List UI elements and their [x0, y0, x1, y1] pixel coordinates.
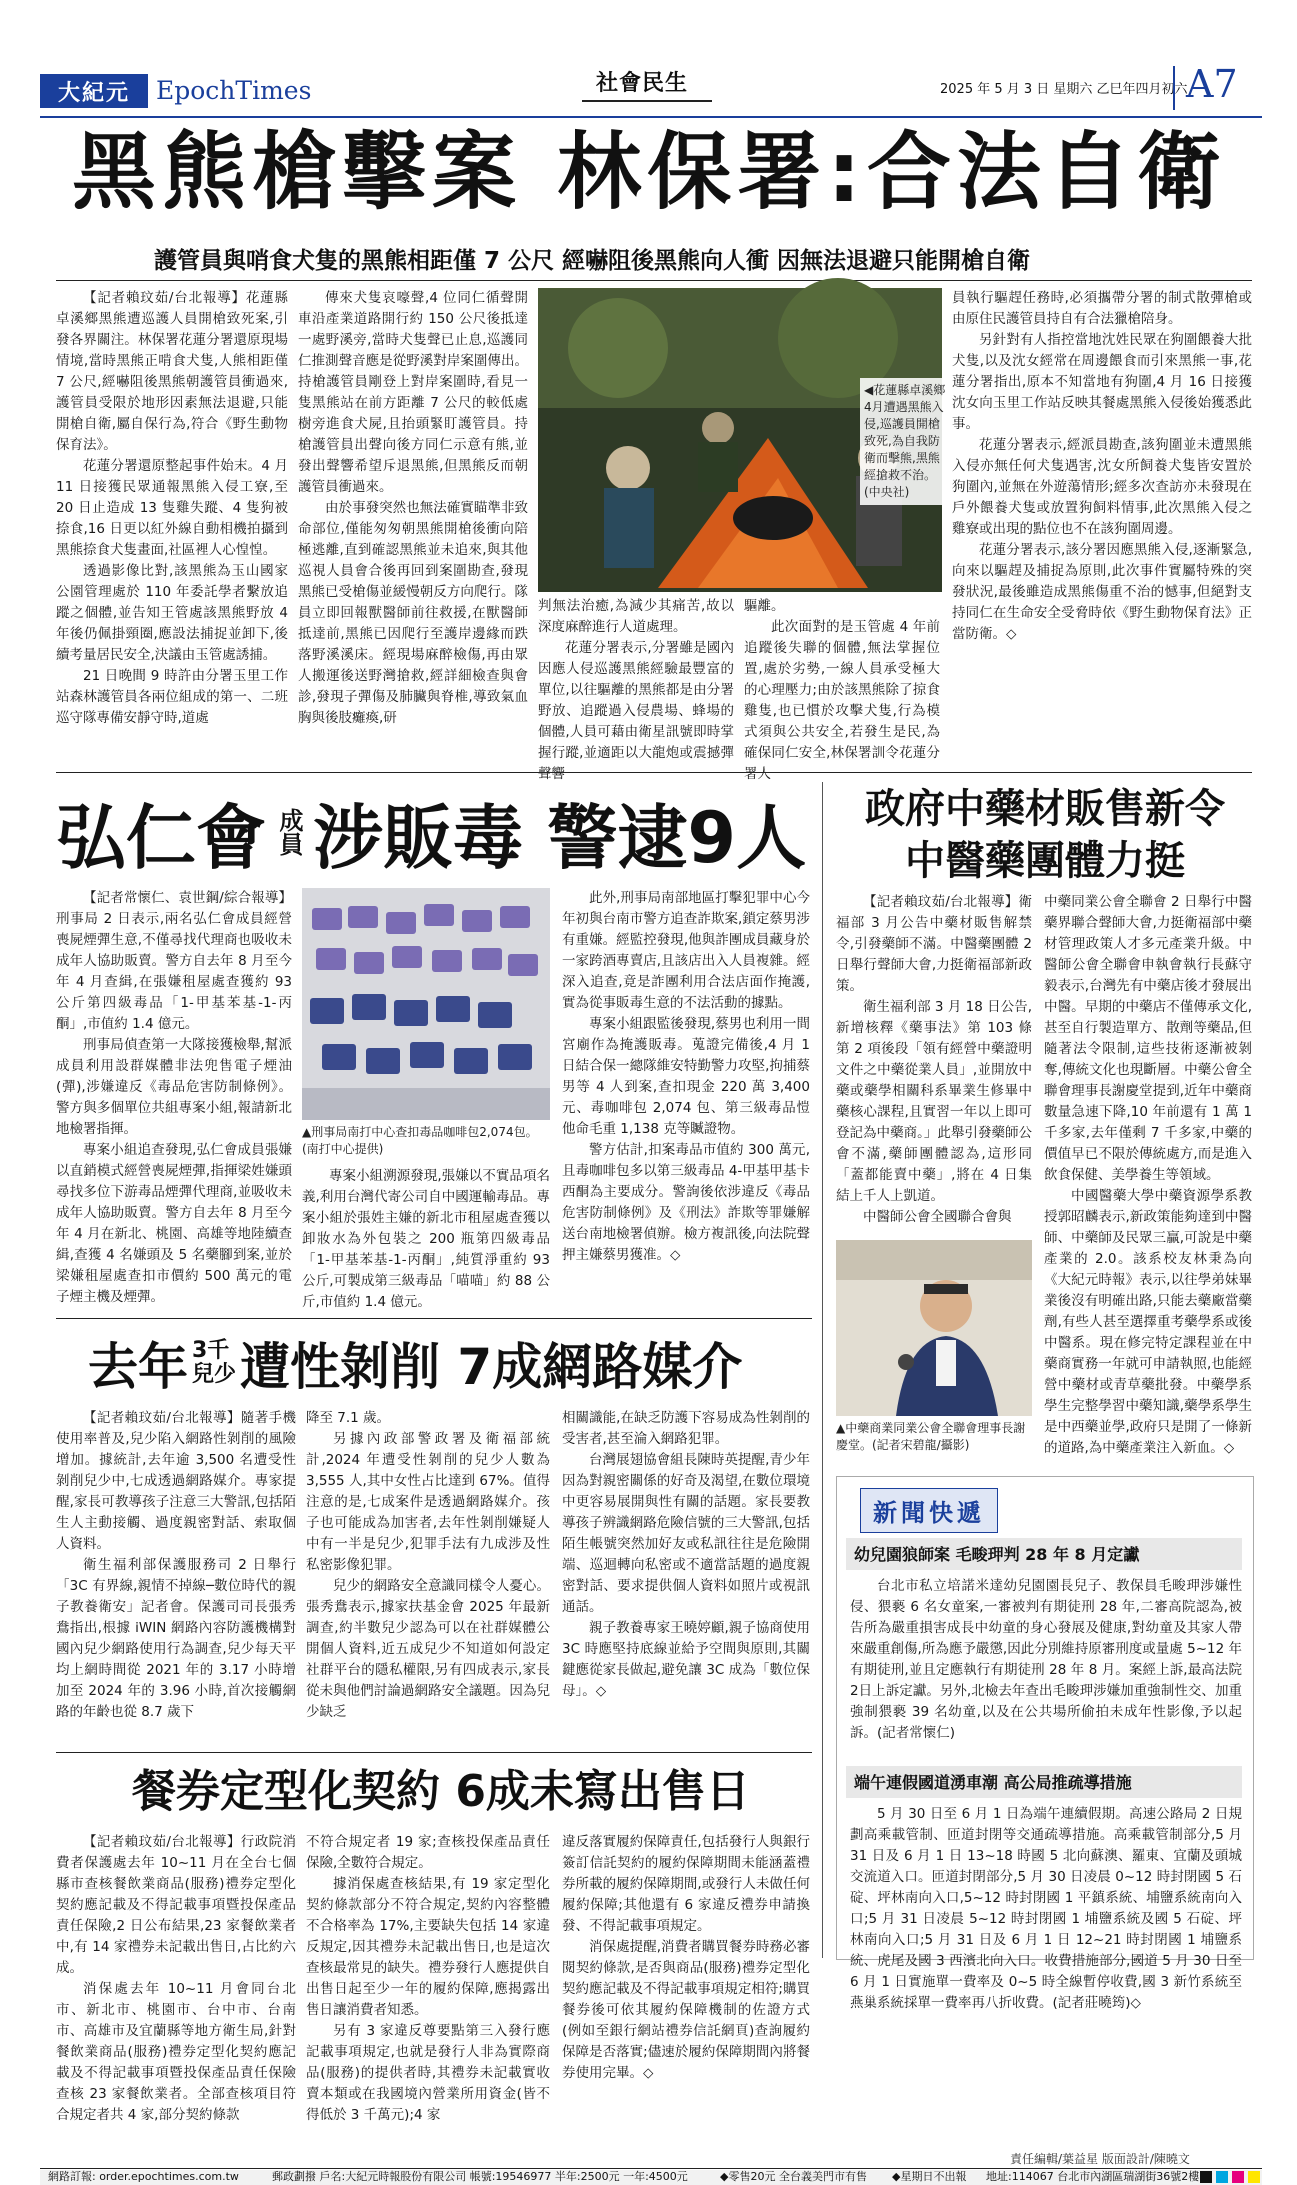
footer-address: 地址:114067 台北市內湖區瑞湖街36號2樓 — [986, 2170, 1200, 2183]
story2-col1: 【記者常懷仁、袁世鋼/綜合報導】刑事局 2 日表示,兩名弘仁會成員經營喪屍煙彈生意,不僅尋找代理商也吸收未成年人協助販賣。警方自去年 8 月至今年 4 月查緝,在張嫌租屋處查獲約 93 公斤第四級毒品「1-甲基苯基-1-丙酮」,市值約 1.4 億元。 刑事局偵查第一大隊接獲檢舉,幫派成員利用設群媒體非法兜售電子煙油(彈),涉嫌違反《毒品危害防制條例》。警方與多個單位共組專案小組,報請新北地檢署指揮。 專案小組追查發現,弘仁會成員張嫌以直銷模式經營喪屍煙彈,指揮梁姓嫌頭尋找多位下游毒品煙彈代理商,並吸收未成年人協助販賣。警方自去年 8 月至今年 4 月在新北、桃園、高雄等地陸續查緝,查獲 4 名嫌頭及 5 名藥腳到案,並於梁嫌租屋處查扣市價約 500 萬元的電子煙主機及煙彈。 — [56, 890, 292, 1305]
story2-col3: 此外,刑事局南部地區打擊犯罪中心今年初與台南市警方追查詐欺案,鎖定蔡男涉有重嫌。經監控發現,他與詐團成員藏身於一家跨酒專賣店,且該店出入人員複雜。經深入追查,竟是詐團利用合法店面作掩護,實為從事販毒生意的不法活動的據點。 專案小組跟監後發現,蔡男也利用一間宮廟作為掩護販毒。蒐證完備後,4 月 1 日結合保一總隊維安特勤警力攻堅,拘捕蔡男等 4 人到案,查扣現金 220 萬 3,400 元、毒咖啡包 2,074 包、第三級毒品愷他命毛重 1,138 克等贓證物。 警方估計,扣案毒品市值約 300 萬元,且毒咖啡包多以第三級毒品 4-甲基甲基卡西酮為主要成分。警詢後依涉違反《毒品危害防制條例》及《刑法》詐欺等罪嫌解送台南地檢署偵辦。檢方複訊後,向法院聲押主嫌蔡男獲准。◇ — [562, 890, 810, 1263]
story4-headline: 餐券定型化契約 6成未寫出售日 — [132, 1766, 750, 1817]
story1-top-rule — [56, 280, 1252, 281]
color-square-cyan — [1216, 2171, 1228, 2183]
story5-headline-line1: 政府中藥材販售新令 — [865, 786, 1225, 832]
story1-bottom-rule — [56, 772, 1252, 773]
story2-bottom-rule — [56, 1318, 812, 1319]
section-name: 社會民生 — [596, 71, 689, 96]
story5-headline-line2: 中醫藥團體力挺 — [905, 838, 1185, 884]
story1-col1: 【記者賴玟茹/台北報導】花蓮縣卓溪鄉黑熊遭巡護人員開槍致死案,引發各界關注。林保署花蓮分署還原現場情境,當時黑熊正啃食犬隻,人熊相距僅 7 公尺,經嚇阻後黑熊朝護管員衝過來,護管員受限於地形因素無法退避,只能開槍自衛,屬自保行為,符合《野生動物保育法》。 花蓮分署還原整起事件始末。4 月 11 日接獲民眾通報黑熊入侵工寮,至 20 日止造成 13 隻雞失蹤、4 隻狗被捺食,16 日更以紅外線自動相機拍攝到黑熊捺食犬隻畫面,社區裡人心惶惶。 透過影像比對,該黑熊為玉山國家公園管理處於 110 年委託學者繫放追蹤之個體,並告知王管處該黑熊野放 4 年後仍佩掛頸圈,應設法捕捉並卸下,後續考量居民安全,決議由玉管處誘捕。 21 日晚間 9 時許由分署玉里工作站森林護管員各兩位組成的第一、二班巡守隊專備安靜守時,道處 — [56, 290, 288, 726]
story4-col2: 不符合規定者 19 家;查核投保產品責任保險,全數符合規定。 據消保處查核結果,有 19 家定型化契約條款部分不符合規定,契約內容整體不合格率為 17%,主要缺失包括 14 家違反規定,因其禮券未記載出售日,也是這次查核最常見的缺失。禮券發行人應提供自出售日起至少一年的履約保障,應揭露出售日讓消費者知悉。 另有 3 家違反尊要點第三入發行應記載事項規定,也就是發行人非為實際商品(服務)的提供者時,其禮券未記載實收賣本類或在我國境內營業所用資金(皆不得低於 3 千萬元);4 家 — [306, 1834, 550, 2123]
registration-marks — [1196, 2171, 1260, 2183]
footer-postal: 郵政劃撥 戶名:大紀元時報股份有限公司 帳號:19546977 半年:2500元 一年:4500元 — [272, 2170, 688, 2183]
drug-seizure-photo — [302, 888, 550, 1120]
drug-photo-caption: ▲刑事局南打中心查扣毒品咖啡包2,074包。(南打中心提供) — [302, 1125, 538, 1156]
story2-headline: 弘仁會 成員 涉販毒 警逮9人 — [56, 796, 807, 879]
news-flash-title: 新聞快遞 — [860, 1488, 998, 1533]
story5-col1: 【記者賴玟茹/台北報導】衛福部 3 月公告中藥材販售解禁令,引發藥師不滿。中醫藥團體 2 日舉行聲師大會,力挺衛福部新政策。 衛生福利部 3 月 18 日公告,新增核釋《藥事法》第 103 條第 2 項後段「領有經營中藥證明文件之中藥從業人員」,並開放中藥或藥學相關科系畢業生修畢中藥核心課程,且實習一年以上即可登記為中藥商。」此舉引發藥師公會不滿,藥師團體認為,這形同「蓋都能賣中藥」,將在 4 日集結上千人上凱道。 中醫師公會全國聯合會與 — [836, 894, 1032, 1225]
news-flash-item1-body: 台北市私立培諾米達幼兒園園長兒子、教保員毛畯玾涉嫌性侵、猥褻 6 名女童案,一審被判有期徒刑 28 年,二審高院認為,被告所為嚴重損害成長中幼童的身心發展及健康,對幼童及其家人帶來嚴重創傷,所為應予嚴懲,因此分別維持原審刑度或量處 5~12 年有期徒刑,並且定應執行有期徒刑 28 年 8 月。案經上訴,最高法院2日上訴定讞。另外,北檢去年查出毛畯玾涉嫌加重強制性交、加重強制猥褻 39 名幼童,以及在公共場所偷拍未成年性影像,予以起訴。(記者常懷仁) — [850, 1578, 1242, 1741]
color-square-black — [1200, 2171, 1212, 2183]
section-underline — [582, 100, 712, 102]
story3-col3: 相關識能,在缺乏防護下容易成為性剝削的受害者,甚至淪入網路犯罪。 台灣展翅協會組長陳時英提醒,青少年因為對親密關係的好奇及渴望,在數位環境中更容易展開與性有關的話題。家長要教導孩子辨識網路危險信號的三大警訊,包括陌生帳號突然加好友或私訊往往是危險開端、巡迴轉向私密或不適當話題的過度親密對話、要求提供個人資料如照片或視訊通話。 親子教養專家王曉婷顧,親子協商使用 3C 時應堅持底線並給予空間與原則,其關鍵應從家長做起,避免讓 3C 成為「數位保母」。◇ — [562, 1410, 810, 1699]
page-divider — [1173, 66, 1175, 110]
speaker-photo-caption: ▲中藥商業同業公會全聯會理事長謝慶堂。(記者宋碧龍/攝影) — [836, 1421, 1026, 1452]
issue-date: 2025 年 5 月 3 日 星期六 乙巳年四月初六 — [940, 82, 1188, 97]
story5-col2: 中藥同業公會全聯會 2 日舉行中醫藥界聯合聲師大會,力挺衛福部中藥材管理政策人才多元產業升級。中醫師公會全聯會申執會執行長蘇守毅表示,台灣先有中藥店後才發展出中醫。早期的中藥店不僅傳承文化,甚至自行製造單方、散劑等藥品,但隨著法令限制,這些技術逐漸被剝奪,傳統文化也現斷層。中藥公會全聯會理事長謝慶堂提到,近年中藥商數量急速下降,10 年前還有 1 萬 1 千多家,去年僅剩 7 千多家,中藥的價值早已不限於傳統處方,而是進入飲食保健、美學養生等領域。 中國醫藥大學中藥資源學系教授郭昭麟表示,新政策能夠達到中醫師、中藥師及民眾三贏,可說是中藥產業的 2.0。該系校友林秉為向《大紀元時報》表示,以往學弟妹畢業後沒有明確出路,只能去藥廠當藥劑,有些人甚至選擇重考藥學系或後中醫系。現在修完特定課程並在中藥商實務一年就可申請執照,也能經營中藥材或青草藥批發。中藥學系學生完整學習中藥知識,藥學系學生是中西藥並學,政府只是開了一條新的道路,為中藥產業注入新血。◇ — [1044, 894, 1252, 1456]
official-speaker-photo — [836, 1240, 1032, 1416]
story3-col2: 降至 7.1 歲。 另據內政部警政署及衛福部統計,2024 年遭受性剝削的兒少人數為 3,555 人,其中女性占比達到 67%。值得注意的是,七成案件是透過網路媒介。孩子也可能成為加害者,去年性剝削嫌疑人中有一半是兒少,犯罪手法有九成涉及性私密影像犯罪。 兒少的網路安全意識同樣令人憂心。張秀鴦表示,據家扶基金會 2025 年最新調查,約半數兒少認為可以在社群媒體公開個人資料,近五成兒少不知道如何設定社群平台的隱私權限,另有四成表示,家長從未與他們討論過網路安全議題。因為兒少缺乏 — [306, 1410, 550, 1720]
story1-subhead: 護管員與哨食犬隻的黑熊相距僅 7 公尺 經嚇阻後黑熊向人衝 因無法退避只能開槍自衛 — [154, 248, 1031, 274]
story1-col5: 員執行驅趕任務時,必須攜帶分署的制式散彈槍或由原住民護管員持自有合法獵槍陪身。 另針對有人指控當地沈姓民眾在狗圍餵養大批犬隻,以及沈女經常在周邊餵食而引來黑熊一事,花蓮分署指出,原本不知當地有狗圍,4 月 16 日接獲沈女向玉里工作站反映其餐處黑熊入侵後始獲悉此事。 花蓮分署表示,經派員勘查,該狗圍並未遭黑熊入侵亦無任何犬隻遇害,沈女所飼養犬隻皆安置於狗圍內,並無在外遊蕩情形;經多次查訪亦未發現在戶外餵養犬隻或放置狗飼料情事,此次黑熊入侵之雞寮或出現的點位也不在該狗圍周邊。 花蓮分署表示,該分署因應黑熊入侵,逐漸緊急,向來以驅趕及捕捉為原則,此次事件實屬特殊的突發狀況,最後雖造成黑熊傷重不治的憾事,但絕對支持同仁在生命安全受脅時依《野生動物保育法》正當防衛。◇ — [952, 290, 1252, 642]
story1-col4: 驅離。 此次面對的是玉管處 4 年前追蹤後失聯的個體,無法掌握位置,處於劣勢,一線人員承受極大的心理壓力;由於該黑熊除了掠食雞隻,也已慣於攻擊犬隻,行為模式須與公共安全,若發生是民,為確保同仁安全,林保署訓令花蓮分署人 — [744, 598, 940, 782]
story3-col1: 【記者賴玟茹/台北報導】隨著手機使用率普及,兒少陷入網路性剝削的風險增加。據統計,去年逾 3,500 名遭受性剝削兒少中,七成透過網路媒介。專家提醒,家長可教導孩子注意三大警訊,包括陌生人主動接觸、過度親密對話、索取個人資料。 衛生福利部保護服務司 2 日舉行「3C 有界線,親情不掉線─數位時代的親子教養衛安」記者會。保護司司長張秀鴦指出,根據 iWIN 網路內容防護機構對國內兒少網路使用行為調查,兒少每天平均上網時間從 2021 年的 3.17 小時增加至 2024 年的 3.96 小時,首次接觸網路的年齡也從 8.7 歲下 — [56, 1410, 296, 1720]
credits: 責任編輯/葉益星 版面設計/陳曉文 — [1010, 2152, 1190, 2166]
news-flash-item2-headline: 端午連假國道湧車潮 高公局推疏導措施 — [854, 1773, 1132, 1792]
news-flash-item1-headline: 幼兒園狼師案 毛畯玾判 28 年 8 月定讞 — [854, 1545, 1140, 1564]
masthead-rule — [40, 116, 1262, 118]
footer-price: ◆零售20元 全台義美門市有售 — [720, 2170, 867, 2183]
color-square-yellow — [1248, 2171, 1260, 2183]
story4-col3: 違反落實履約保障責任,包括發行人與銀行簽訂信託契約的履約保障期間未能涵蓋禮券所載的履約保障期間,或發行人未做任何履約保障;其他還有 6 家違反禮券申請換發、不得記載事項規定。 消保處提醒,消費者購買餐券時務必審閱契約條款,是否與商品(服務)禮券定型化契約應記載及不得記載事項規定相符;購買餐券後可依其履約保障機制的佐證方式(例如至銀行網站禮券信託網頁)查詢履約保障是否落實;儘速於履約保障期間內將餐券使用完畢。◇ — [562, 1834, 810, 2081]
story3-bottom-rule — [56, 1752, 812, 1753]
story1-col2: 傳來犬隻哀嚎聲,4 位同仁循聲開車沿產業道路開行約 150 公尺後抵達一處野溪旁,當時犬隻聲已止息,巡護同仁推測聲音應是從野溪對岸案圍傳出。持槍護管員剛登上對岸案圍時,看見一隻黑熊站在前方距離 7 公尺的較低處樹旁進食犬屍,且抬頭緊盯護管員。持槍護管員出聲向後方同仁示意有熊,並發出聲響希望斥退黑熊,但黑熊反而朝護管員衝過來。 由於事發突然也無法確實瞄準非致命部位,僅能匆匆朝黑熊開槍後衝向陪極逃離,直到確認黑熊並未追來,與其他巡視人員會合後再回到案圍勘查,發現黑熊已受槍傷並緩慢朝反方向爬行。隊員立即回報獸醫師前往救援,在獸醫師抵達前,黑熊已因爬行至護岸邊緣而跌落野溪溪床。經現場麻醉檢傷,再由眾人搬運後送野灣搶救,經詳細檢查與會診,發現子彈傷及肺臟與脊椎,導致氣血胸與後肢癱瘓,研 — [298, 290, 528, 726]
footer-order: 網路訂報: order.epochtimes.com.tw — [48, 2170, 239, 2183]
color-square-magenta — [1232, 2171, 1244, 2183]
footer-holiday: ◆星期日不出報 — [892, 2170, 967, 2183]
story4-col1: 【記者賴玟茹/台北報導】行政院消費者保護處去年 10~11 月在全台七個縣市查核餐飲業商品(服務)禮券定型化契約應記載及不得記載事項暨投保產品責任保險,2 日公布結果,23 家餐飲業者中,有 14 家禮券未記載出售日,占比約六成。 消保處去年 10~11 月會同台北市、新北市、桃園市、台中市、台南市、高雄市及宜蘭縣等地方衛生局,針對餐飲業商品(服務)禮券定型化契約應記載及不得記載事項暨投保產品責任保險查核 23 家餐飲業者。全部查核項目符合規定者共 4 家,部分契約條款 — [56, 1834, 296, 2123]
news-flash-item2-body: 5 月 30 日至 6 月 1 日為端午連續假期。高速公路局 2 日規劃高乘載管制、匝道封閉等交通疏導措施。高乘載管制部分,5 月 31 日及 6 月 1 日 13~18 時國 5 北向蘇澳、羅東、宜蘭及頭城交流道入口。匝道封閉部分,5 月 30 日凌晨 0~12 時封閉國 5 石碇、坪林南向入口,5~12 時封閉國 1 平鎮系統、埔鹽系統南向入口;5 月 31 日凌晨 5~12 時封閉國 1 埔鹽系統及國 5 石碇、坪林南向入口;5 月 31 日及 6 月 1 日 12~21 時封閉國 1 埔鹽系統、虎尾及國 3 西濱北向入口。收費措施部分,國道 5 月 30 日至 6 月 1 日實施單一費率及 0~5 時全線暫停收費,國 3 新竹系統至燕巢系統採單一費率再八折收費。(記者莊曉筠)◇ — [850, 1806, 1242, 2011]
story3-headline: 去年 3千 兒少 遭性剝削 7成網路媒介 — [88, 1338, 743, 1396]
footer-rule — [40, 2168, 1262, 2169]
right-column-divider — [822, 782, 823, 1958]
logo: 大紀元 — [40, 74, 148, 108]
story1-col3: 判無法治癒,為減少其痛苦,故以深度麻醉進行人道處理。 花蓮分署表示,分署雖是國內因應人侵巡護黑熊經驗最豐富的單位,以往驅離的黑熊都是由分署野放、追蹤過入侵農場、蜂場的個體,人員可藉由衛星訊號即時掌握行蹤,並適距以大龍炮或震撼彈聲響 — [538, 598, 734, 782]
story2-col2: 專案小組溯源發現,張嫌以不實品項名義,利用台灣代寄公司自中國運輸毒品。專案小組於張姓主嫌的新北市租屋處查獲以卸妝水為外包裝之 200 瓶第四級毒品「1-甲基苯基-1-丙酮」,純質淨重約 93 公斤,可製成第三級毒品「喵喵」約 88 公斤,市值約 1.4 億元。 — [302, 1168, 550, 1310]
bear-photo-caption: ◀花蓮縣卓溪鄉4月遭遇黑熊入侵,巡護員開槍致死,為自我防衛而擊熊,黑熊經搶救不治。(中央社) — [860, 378, 950, 505]
page-number: A7 — [1186, 62, 1238, 106]
story1-headline: 黑熊槍擊案 林保署:合法自衛 — [72, 123, 1227, 221]
logo-en: EpochTimes — [156, 76, 312, 105]
